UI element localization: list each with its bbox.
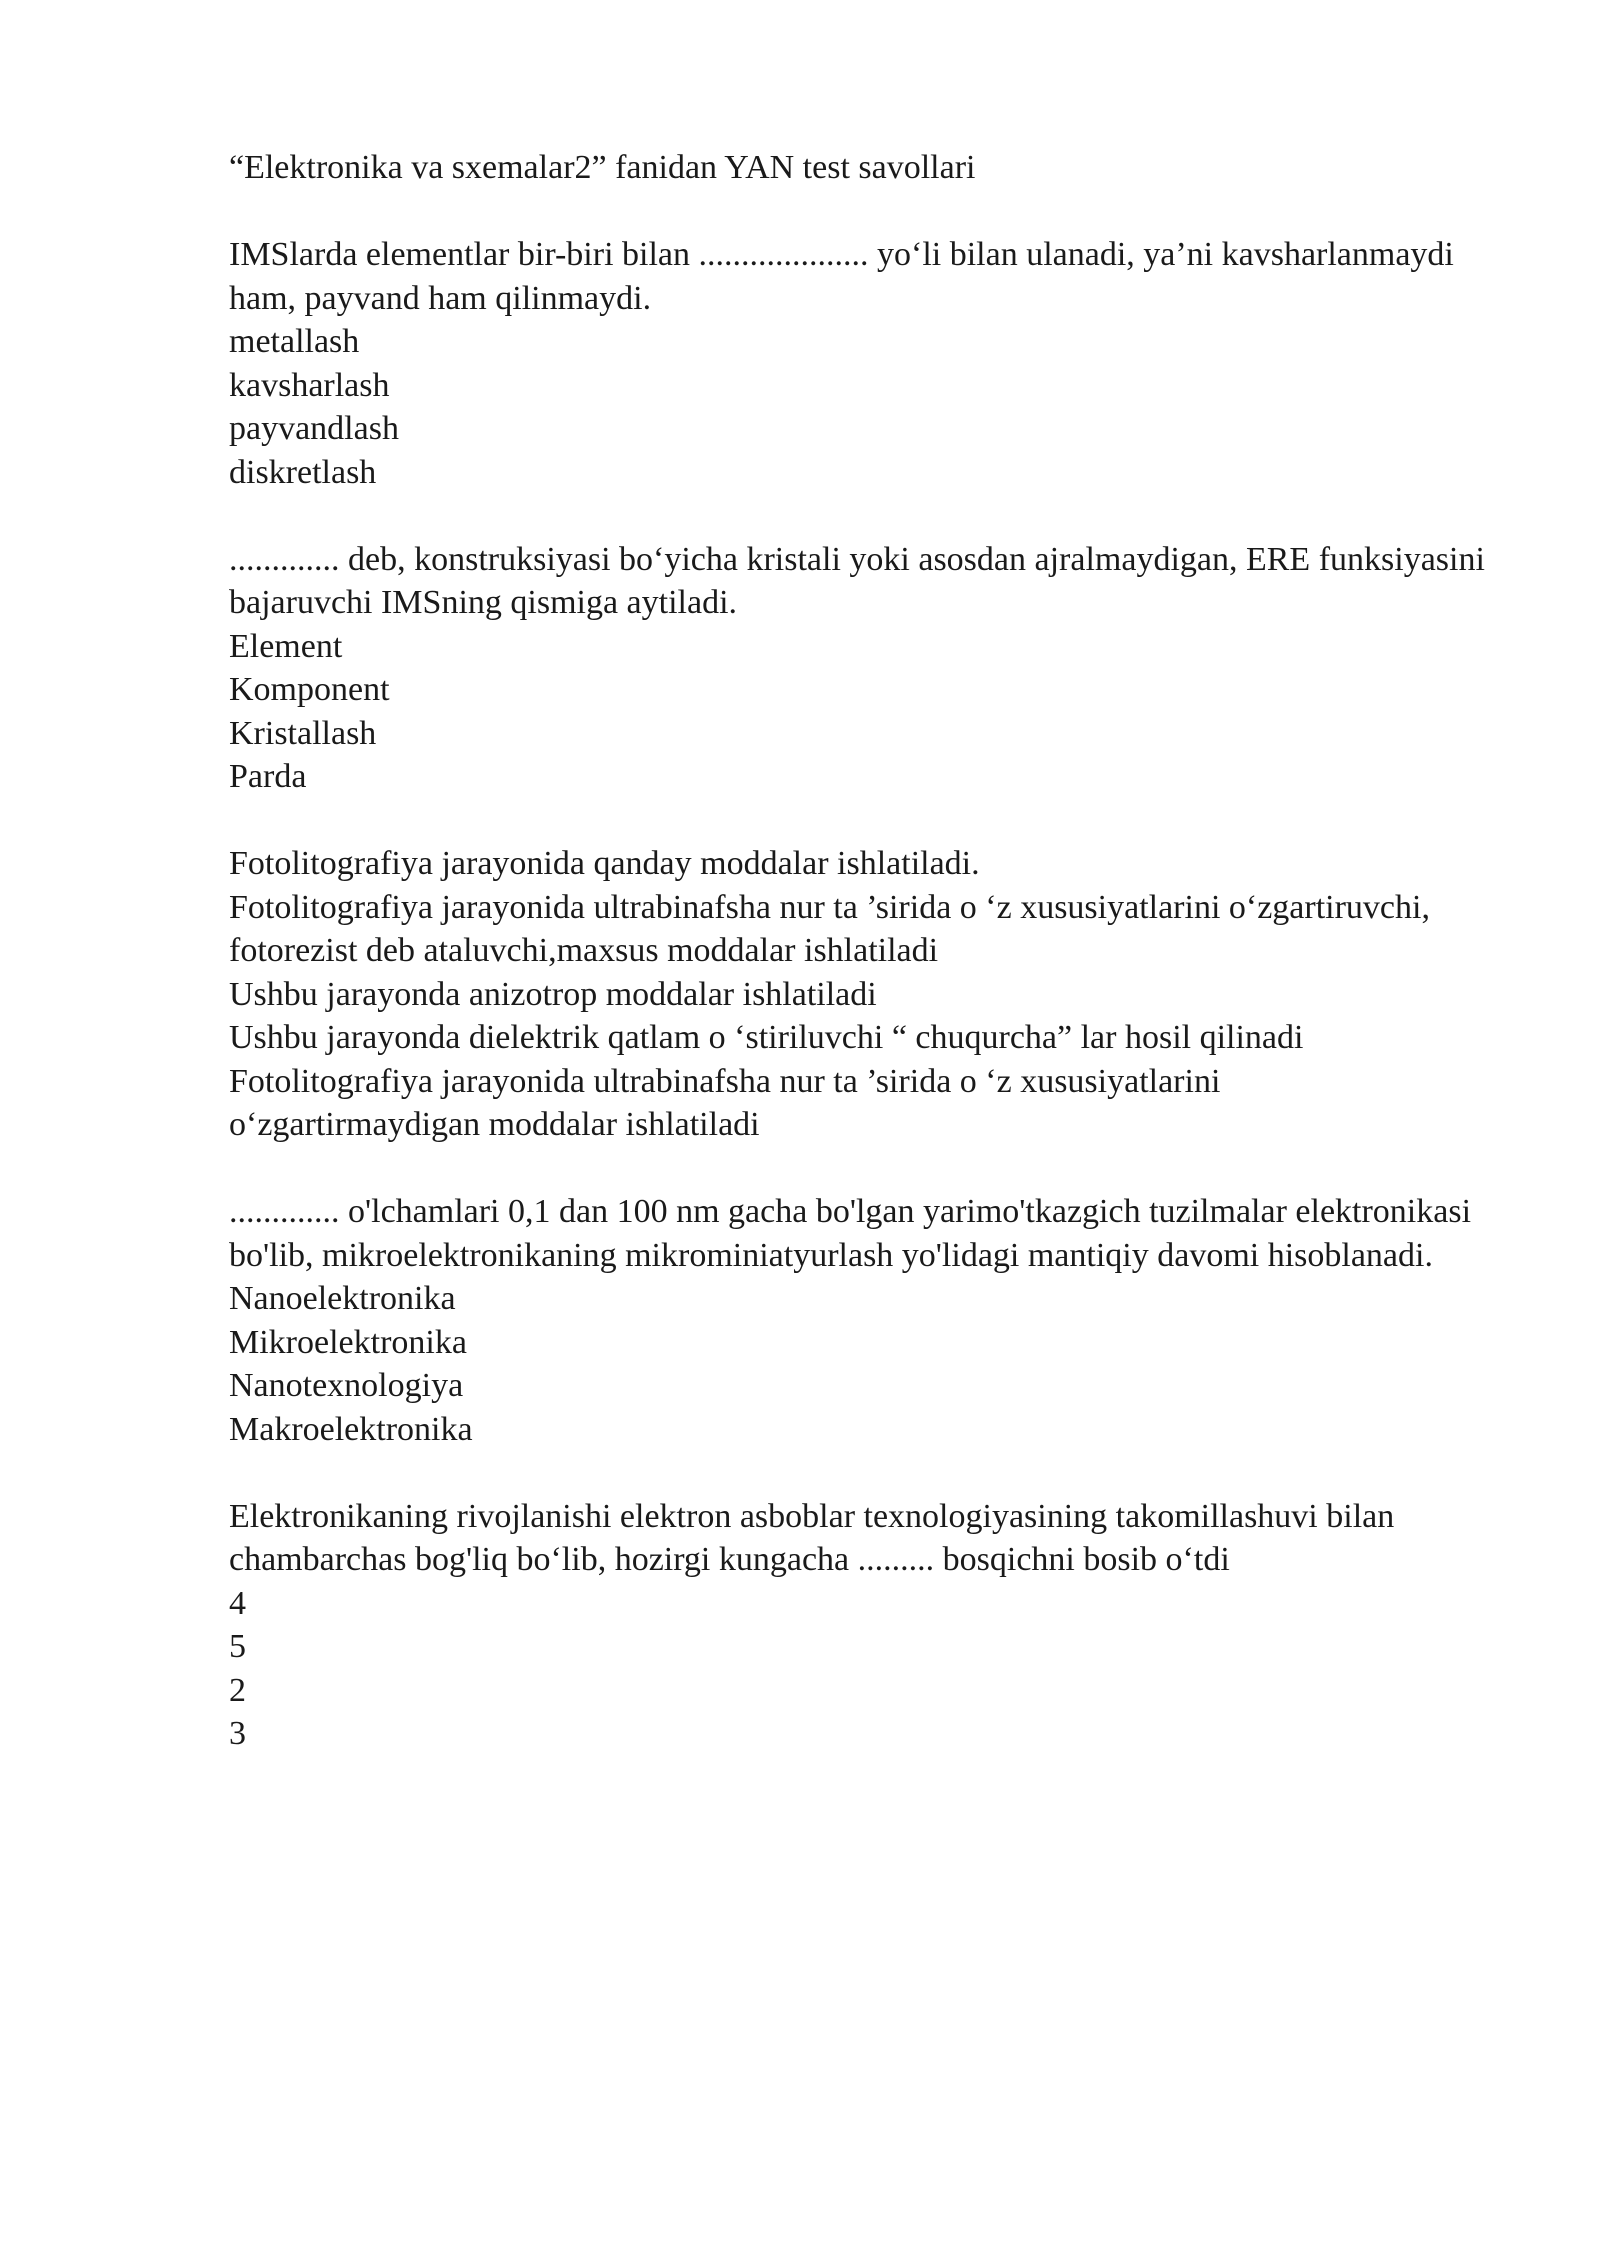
- question-text: ............. o'lchamlari 0,1 dan 100 nm gacha bo'lgan yarimo'tkazgich tuzilmalar elektronikasi bo'lib, mikroelektronikaning mikrominiatyurlash yo'lidagi mantiqiy davomi hisoblanadi.: [229, 1193, 1472, 1274]
- answer-option: Parda: [229, 758, 307, 795]
- answer-option: Element: [229, 627, 343, 665]
- answer-option: 3: [229, 1715, 246, 1752]
- document-title: “Elektronika va sxemalar2” fanidan YAN test savollari: [229, 149, 976, 186]
- answer-option: Makroelektronika: [229, 1410, 473, 1448]
- answer-option: metallash: [229, 323, 360, 360]
- answer-options: [229, 625, 1529, 799]
- answer-option: Komponent: [229, 671, 390, 708]
- answer-option: Fotolitografiya jarayonida ultrabinafsha nur ta ’sirida o ‘z xususiyatlarini o‘zgartirmaydigan moddalar ishlatiladi: [229, 1062, 1221, 1143]
- document-body: [229, 146, 1529, 1799]
- question-1: [229, 233, 1529, 494]
- answer-options: [229, 1582, 1529, 1756]
- question-text: Fotolitografiya jarayonida qanday moddalar ishlatiladi.: [229, 845, 980, 882]
- question-2: [229, 538, 1529, 799]
- answer-option: Mikroelektronika: [229, 1323, 467, 1361]
- answer-option: 2: [229, 1671, 246, 1709]
- answer-option: Fotolitografiya jarayonida ultrabinafsha nur ta ’sirida o ‘z xususiyatlarini o‘zgartiruvchi, fotorezist deb ataluvchi,maxsus moddalar ishlatiladi: [229, 888, 1430, 969]
- answer-option: Nanoelektronika: [229, 1280, 456, 1317]
- answer-option: 4: [229, 1584, 246, 1622]
- question-4: [229, 1190, 1529, 1451]
- answer-option: Kristallash: [229, 714, 377, 752]
- answer-options: [229, 886, 1529, 1147]
- answer-option: kavsharlash: [229, 366, 390, 404]
- answer-option: payvandlash: [229, 410, 399, 447]
- answer-options: [229, 1277, 1529, 1451]
- answer-options: [229, 320, 1529, 494]
- question-5: [229, 1495, 1529, 1756]
- answer-option: Ushbu jarayonda dielektrik qatlam o ‘stiriluvchi “ chuqurcha” lar hosil qilinadi: [229, 1019, 1304, 1056]
- question-3: [229, 842, 1529, 1147]
- answer-option: 5: [229, 1628, 246, 1665]
- answer-option: Nanotexnologiya: [229, 1367, 464, 1404]
- answer-option: diskretlash: [229, 453, 377, 491]
- question-text: IMSlarda elementlar bir-biri bilan .................... yo‘li bilan ulanadi, ya’ni kavsharlanmaydi ham, payvand ham qilinmaydi.: [229, 236, 1454, 317]
- answer-option: Ushbu jarayonda anizotrop moddalar ishlatiladi: [229, 975, 877, 1013]
- question-text: ............. deb, konstruksiyasi bo‘yicha kristali yoki asosdan ajralmaydigan, ERE funksiyasini bajaruvchi IMSning qismiga aytiladi.: [229, 540, 1485, 621]
- question-text: Elektronikaning rivojlanishi elektron asboblar texnologiyasining takomillashuvi bilan chambarchas bog'liq bo‘lib, hozirgi kungacha ......... bosqichni bosib o‘tdi: [229, 1497, 1395, 1578]
